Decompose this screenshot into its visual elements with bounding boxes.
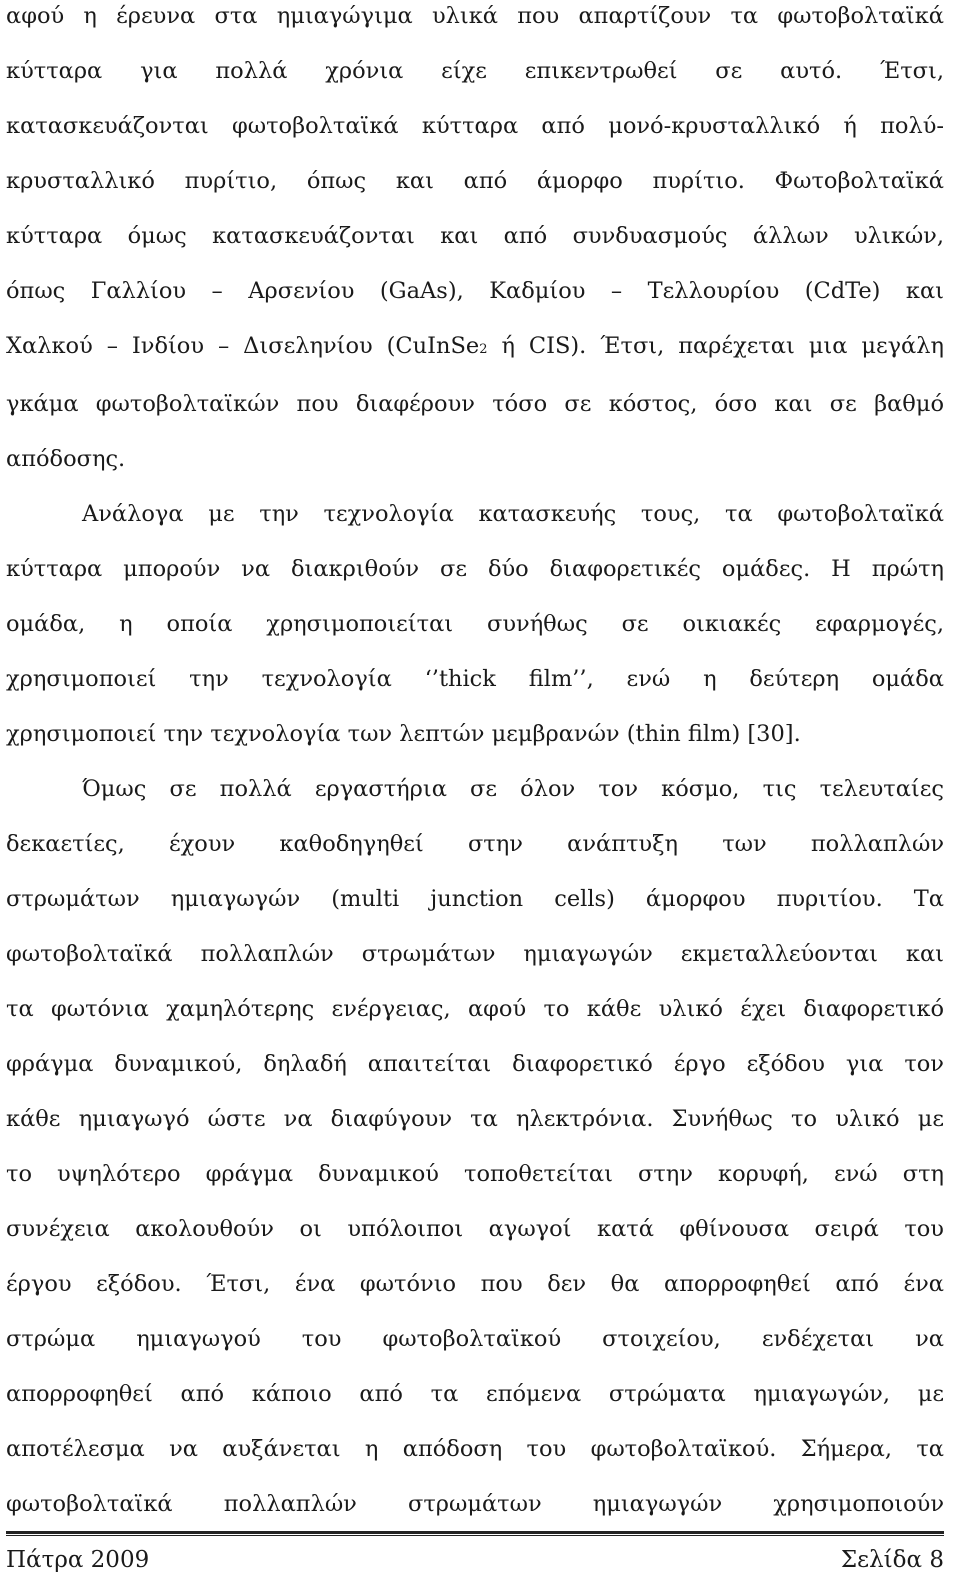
text-line: κύτταρα μπορούν να διακριθούν σε δύο διαφορετικές ομάδες. Η πρώτη: [6, 556, 944, 582]
text-line: δεκαετίες, έχουν καθοδηγηθεί στην ανάπτυξη των πολλαπλών: [6, 831, 944, 857]
page-footer: [6, 1540, 944, 1580]
footer-page-number: Σελίδα 8: [840, 1547, 944, 1573]
text-line: όπως Γαλλίου – Αρσενίου (GaAs), Καδμίου – Τελλουρίου (CdTe) και: [6, 278, 944, 304]
formula-text-after: ή CIS). Έτσι, παρέχεται μια μεγάλη: [487, 333, 944, 359]
text-line: φωτοβολταϊκά πολλαπλών στρωμάτων ημιαγωγών εκμεταλλεύονται και: [6, 941, 944, 967]
text-line: Ανάλογα με την τεχνολογία κατασκευής τους, τα φωτοβολταϊκά: [82, 501, 944, 527]
paragraph-1: [6, 0, 944, 487]
text-line: απορροφηθεί από κάποιο από τα επόμενα στρώματα ημιαγωγών, με: [6, 1381, 944, 1407]
text-line: συνέχεια ακολουθούν οι υπόλοιποι αγωγοί κατά φθίνουσα σειρά του: [6, 1216, 944, 1242]
formula-subscript: 2: [479, 342, 488, 357]
text-line-with-formula: [6, 319, 944, 377]
text-line: το υψηλότερο φράγμα δυναμικού τοποθετείται στην κορυφή, ενώ στη: [6, 1161, 944, 1187]
text-line: κύτταρα όμως κατασκευάζονται και από συνδυασμούς άλλων υλικών,: [6, 223, 944, 249]
text-line: κρυσταλλικό πυρίτιο, όπως και από άμορφο πυρίτιο. Φωτοβολταϊκά: [6, 168, 944, 194]
text-line: φράγμα δυναμικού, δηλαδή απαιτείται διαφορετικό έργο εξόδου για τον: [6, 1051, 944, 1077]
text-line: χρησιμοποιεί την τεχνολογία ‘’thick film’’, ενώ η δεύτερη ομάδα: [6, 666, 944, 692]
text-line: απόδοσης.: [6, 446, 126, 472]
footer-location-year: Πάτρα 2009: [6, 1547, 150, 1573]
paragraph-2: [6, 487, 944, 762]
paragraph-3: [6, 762, 944, 1532]
text-line: Όμως σε πολλά εργαστήρια σε όλον τον κόσμο, τις τελευταίες: [82, 776, 944, 802]
text-line: στρώμα ημιαγωγού του φωτοβολταϊκού στοιχείου, ενδέχεται να: [6, 1326, 944, 1352]
document-page: [6, 0, 944, 1592]
text-line: αποτέλεσμα να αυξάνεται η απόδοση του φωτοβολταϊκού. Σήμερα, τα: [6, 1436, 944, 1462]
text-line: κύτταρα για πολλά χρόνια είχε επικεντρωθεί σε αυτό. Έτσι,: [6, 58, 944, 84]
text-line: στρωμάτων ημιαγωγών (multi junction cells) άμορφου πυριτίου. Τα: [6, 886, 944, 912]
text-line: αφού η έρευνα στα ημιαγώγιμα υλικά που απαρτίζουν τα φωτοβολταϊκά: [6, 3, 944, 29]
text-line: γκάμα φωτοβολταϊκών που διαφέρουν τόσο σε κόστος, όσο και σε βαθμό: [6, 391, 944, 417]
text-line: φωτοβολταϊκά πολλαπλών στρωμάτων ημιαγωγών χρησιμοποιούν: [6, 1491, 944, 1517]
text-line: τα φωτόνια χαμηλότερης ενέργειας, αφού το κάθε υλικό έχει διαφορετικό: [6, 996, 944, 1022]
footer-divider: [6, 1531, 944, 1536]
text-line: ομάδα, η οποία χρησιμοποιείται συνήθως σε οικιακές εφαρμογές,: [6, 611, 944, 637]
text-line: χρησιμοποιεί την τεχνολογία των λεπτών μεμβρανών (thin film) [30].: [6, 721, 801, 747]
text-line: κατασκευάζονται φωτοβολταϊκά κύτταρα από μονό-κρυσταλλικό ή πολύ-: [6, 113, 944, 139]
text-line: έργου εξόδου. Έτσι, ένα φωτόνιο που δεν θα απορροφηθεί από ένα: [6, 1271, 944, 1297]
text-line: κάθε ημιαγωγό ώστε να διαφύγουν τα ηλεκτρόνια. Συνήθως το υλικό με: [6, 1106, 944, 1132]
formula-text-before: Χαλκού – Ινδίου – Δισεληνίου (CuInSe: [6, 333, 480, 359]
